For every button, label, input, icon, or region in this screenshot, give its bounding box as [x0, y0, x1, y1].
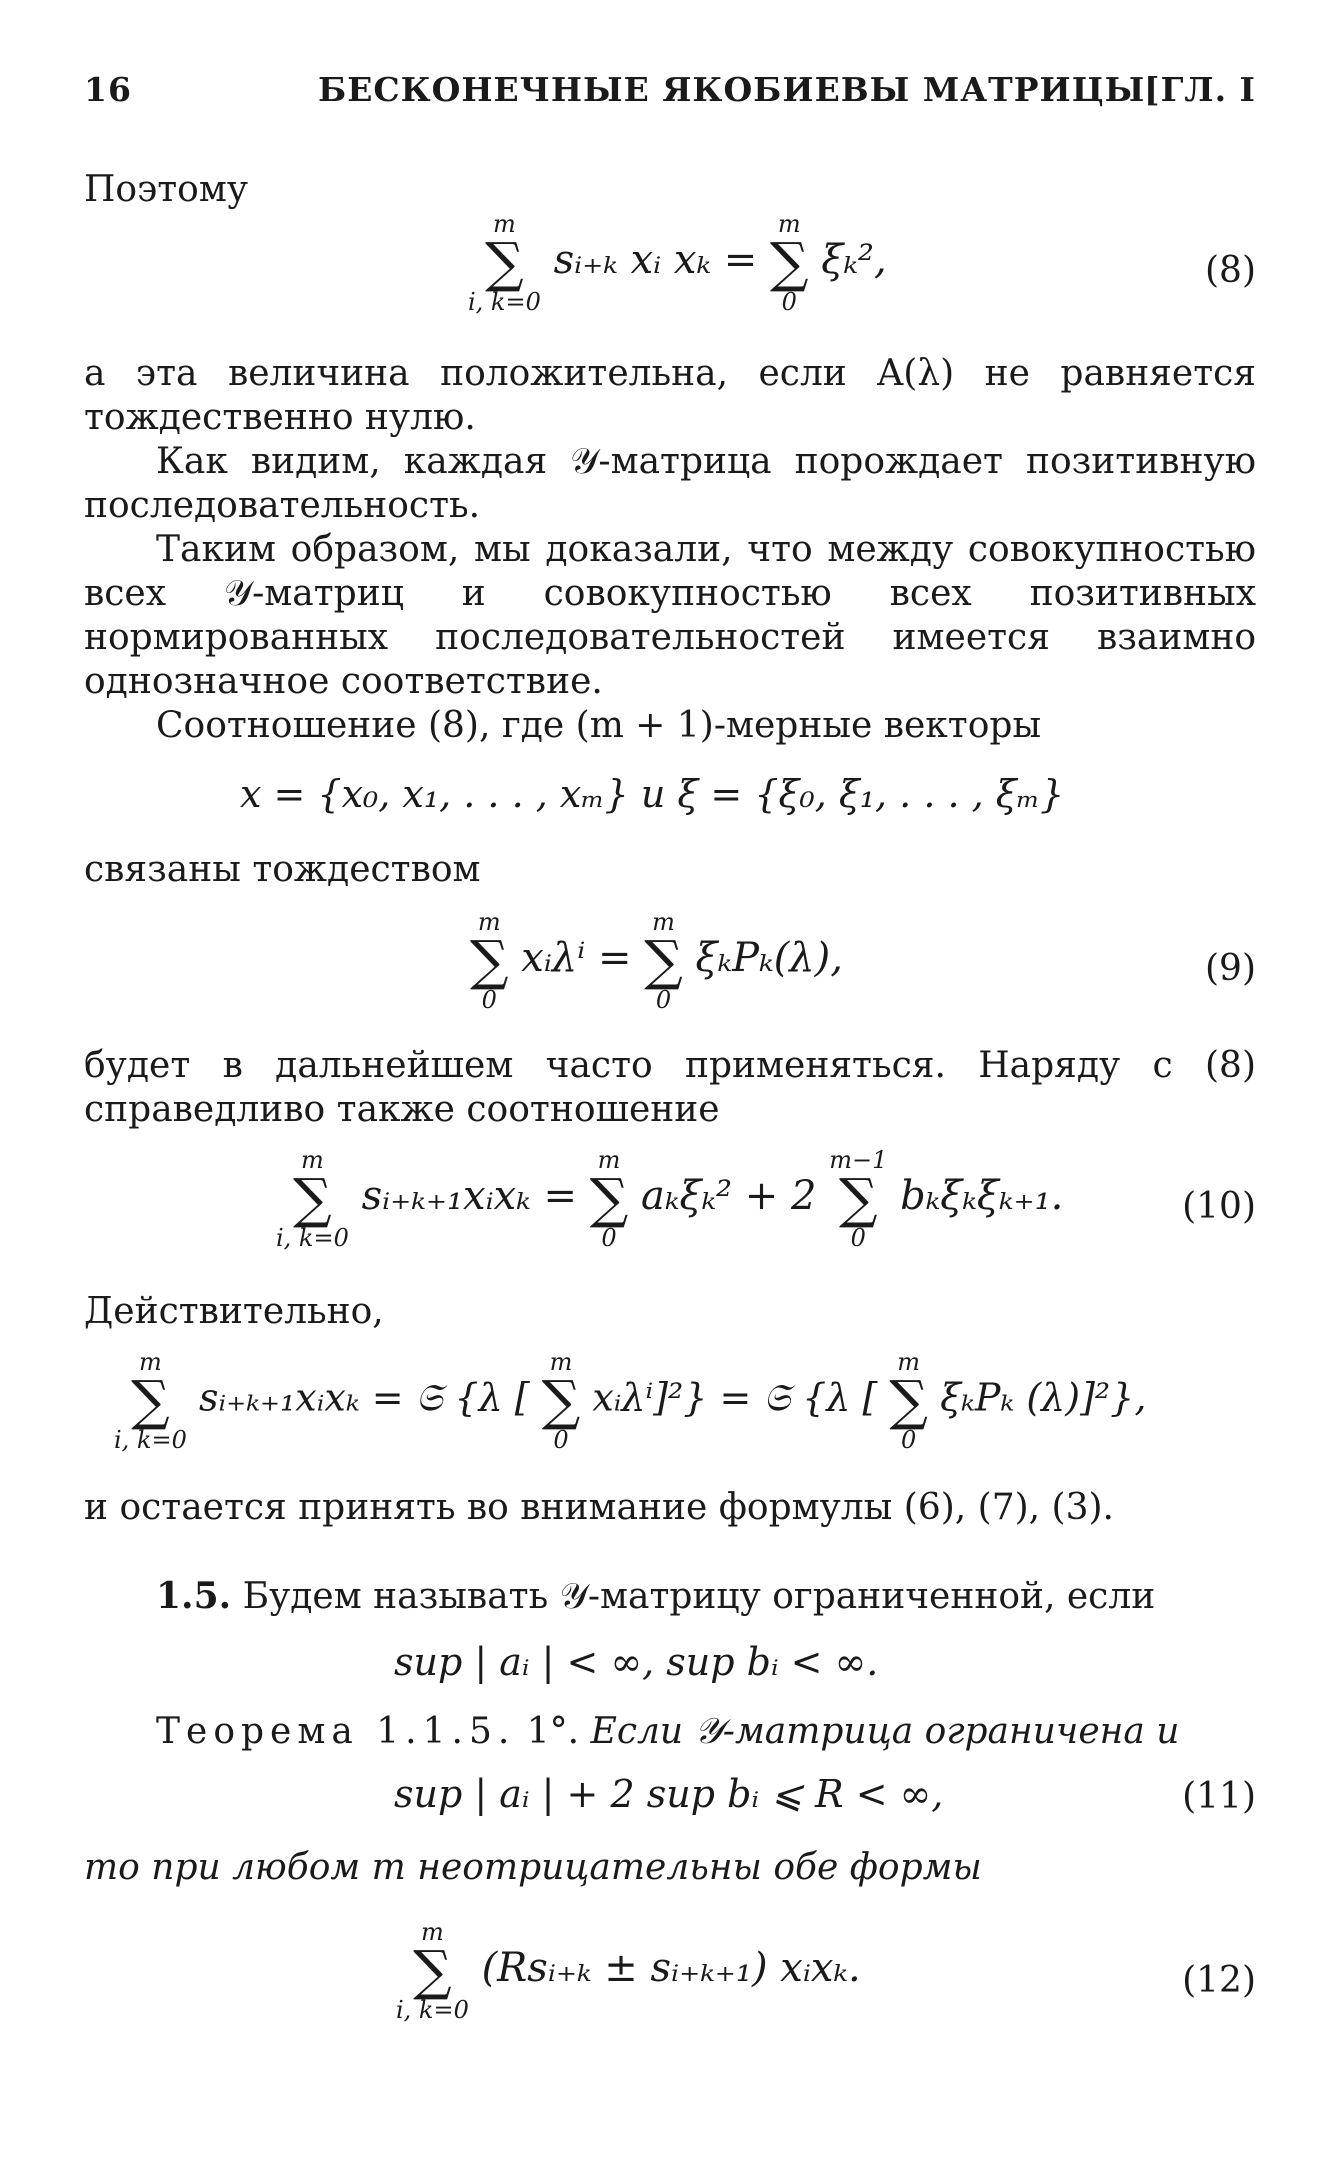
paragraph-applied: будет в дальнейшем часто применяться. Наряду с (8) справедливо также соотношение	[84, 1045, 1256, 1130]
paragraph-thus-proved: Таким образом, мы доказали, что между совокупностью всех 𝒴-матриц и совокупностью всех позитивных нормированных последовательностей имеется взаимно однозначное соответствие.	[84, 529, 1256, 702]
bounded-condition: sup | aᵢ | < ∞, sup bᵢ < ∞.	[394, 1640, 879, 1684]
equation-number-10: (10)	[1182, 1186, 1256, 1227]
page-number: 16	[84, 70, 132, 109]
section-number: 1.5.	[156, 1575, 232, 1617]
equation-number-8: (8)	[1205, 250, 1256, 291]
paragraph-therefore: Поэтому	[84, 169, 249, 210]
equation-number-11: (11)	[1182, 1776, 1256, 1817]
paragraph-as-we-see: Как видим, каждая 𝒴-матрица порождает позитивную последовательность.	[84, 441, 1256, 526]
equation-10: m ∑ i, k=0 sᵢ₊ₖ₊₁xᵢxₖ = m ∑ 0 aₖξₖ² + 2 m−1 ∑ 0 bₖξₖξₖ₊₁.	[276, 1146, 1064, 1252]
theorem-1-1-5	[84, 1710, 1256, 1754]
theorem-text-continued: то при любом m неотрицательны обе формы	[84, 1847, 982, 1888]
chapter-label: [ГЛ. I	[1144, 70, 1256, 109]
equation-12: m ∑ i, k=0 (Rsᵢ₊ₖ ± sᵢ₊ₖ₊₁) xᵢxₖ.	[396, 1918, 861, 2024]
equation-indeed: m ∑ i, k=0 sᵢ₊ₖ₊₁xᵢxₖ = 𝔖 {λ [ m ∑ 0 xᵢλⁱ]²} = 𝔖 {λ [ m ∑ 0 ξₖPₖ (λ)]²},	[114, 1348, 1147, 1454]
equation-11: sup | aᵢ | + 2 sup bᵢ ⩽ R < ∞,	[394, 1772, 944, 1816]
paragraph-positive: а эта величина положительна, если A(λ) не равняется тождественно нулю.	[84, 353, 1256, 438]
section-1-5	[84, 1574, 1256, 1619]
equation-8: m ∑ i, k=0 sᵢ₊ₖ xᵢ xₖ = m ∑ 0 ξₖ²,	[468, 210, 887, 316]
equation-9: m ∑ 0 xᵢλⁱ = m ∑ 0 ξₖPₖ(λ),	[470, 908, 843, 1014]
theorem-text: Если 𝒴-матрица ограничена и	[590, 1711, 1180, 1752]
running-title: БЕСКОНЕЧНЫЕ ЯКОБИЕВЫ МАТРИЦЫ	[318, 70, 1146, 109]
paragraph-formulas: и остается принять во внимание формулы (6), (7), (3).	[84, 1487, 1114, 1528]
equation-number-9: (9)	[1205, 948, 1256, 989]
paragraph-relation-8: Соотношение (8), где (m + 1)-мерные векторы	[156, 705, 1042, 746]
vectors-definition: x = {x₀, x₁, . . . , xₘ} и ξ = {ξ₀, ξ₁, . . . , ξₘ}	[240, 772, 1065, 816]
paragraph-indeed: Действительно,	[84, 1291, 384, 1332]
equation-number-12: (12)	[1182, 1960, 1256, 2001]
paragraph-identity: связаны тождеством	[84, 849, 481, 890]
theorem-label: Теорема 1.1.5.	[156, 1711, 516, 1752]
section-text: Будем называть 𝒴-матрицу ограниченной, если	[242, 1576, 1156, 1617]
theorem-point: 1°.	[526, 1711, 580, 1752]
